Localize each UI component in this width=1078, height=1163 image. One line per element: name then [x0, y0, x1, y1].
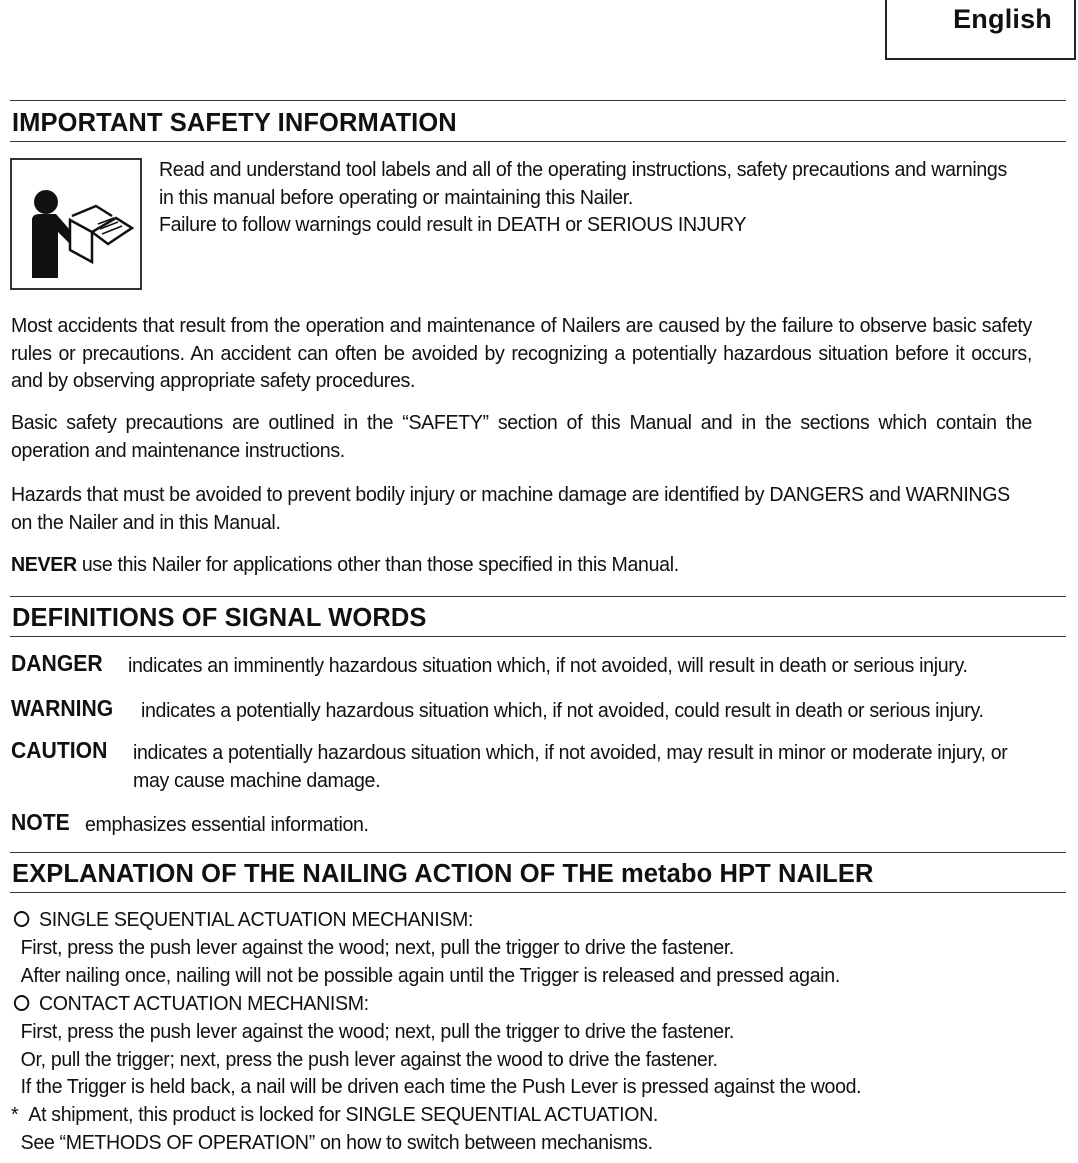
never-text: use this Nailer for applications other than those specified in this Manual. [76, 554, 679, 576]
contact-line: If the Trigger is held back, a nail will be driven each time the Push Lever is pressed against the wood. [20, 1076, 862, 1099]
never-keyword: NEVER [11, 554, 77, 576]
section-rule-top [10, 852, 1066, 853]
definitions-section-title: DEFINITIONS OF SIGNAL WORDS [12, 604, 427, 632]
contact-heading-line [11, 991, 1034, 1019]
definition-text: indicates an imminently hazardous situation which, if not avoided, will result in death or serious injury. [128, 655, 968, 677]
definition-term: DANGER [11, 650, 103, 676]
safety-section-title: IMPORTANT SAFETY INFORMATION [12, 109, 457, 137]
safety-paragraph: Hazards that must be avoided to prevent bodily injury or machine damage are identified by DANGERS and WARNINGS on the Nailer and in this Manual. [11, 484, 1010, 534]
nailing-mechanisms [11, 907, 1034, 1158]
contact-heading: CONTACT ACTUATION MECHANISM: [38, 992, 369, 1015]
section-rule-top [10, 596, 1066, 597]
section-rule-bottom [10, 636, 1066, 637]
intro-line: Read and understand tool labels and all of the operating instructions, safety precautions and warnings [159, 159, 1007, 181]
definition-text: indicates a potentially hazardous situation which, if not avoided, may result in minor or moderate injury, or [133, 742, 1008, 764]
single-line: First, press the push lever against the wood; next, pull the trigger to drive the fastener. [20, 936, 735, 959]
definition-text: emphasizes essential information. [85, 814, 369, 836]
intro-line: Failure to follow warnings could result in DEATH or SERIOUS INJURY [159, 214, 747, 236]
circle-bullet-icon [14, 911, 29, 927]
section-rule-bottom [10, 892, 1066, 893]
single-heading-line [11, 907, 1034, 935]
circle-bullet-icon [14, 995, 29, 1011]
intro-line: in this manual before operating or maintaining this Nailer. [159, 186, 633, 209]
safety-paragraph: Basic safety precautions are outlined in the “SAFETY” section of this Manual and in the sections which contain the operation and maintenance instructions. [11, 412, 1032, 462]
contact-line: Or, pull the trigger; next, press the push lever against the wood to drive the fastener. [20, 1048, 718, 1071]
contact-line: First, press the push lever against the wood; next, pull the trigger to drive the fastener. [20, 1020, 735, 1043]
section-rule-bottom [10, 141, 1066, 142]
single-line: After nailing once, nailing will not be possible again until the Trigger is released and pressed again. [20, 964, 840, 987]
definition-text-continued: may cause machine damage. [133, 770, 381, 792]
single-heading: SINGLE SEQUENTIAL ACTUATION MECHANISM: [38, 909, 474, 931]
safety-intro [159, 157, 1047, 240]
nailing-section-title: EXPLANATION OF THE NAILING ACTION OF THE metabo HPT NAILER [12, 860, 874, 888]
shipment-note: At shipment, this product is locked for SINGLE SEQUENTIAL ACTUATION. [28, 1104, 659, 1127]
never-statement [11, 552, 1032, 580]
definition-term: NOTE [11, 809, 70, 835]
note-asterisk: * [11, 1104, 19, 1127]
definition-term: CAUTION [11, 737, 108, 763]
shipment-note-ref: See “METHODS OF OPERATION” on how to switch between mechanisms. [20, 1132, 653, 1155]
language-tab [885, 0, 1076, 60]
definition-term: WARNING [11, 695, 114, 721]
definition-text: indicates a potentially hazardous situation which, if not avoided, could result in death or serious injury. [141, 700, 984, 722]
shipment-note-line [11, 1102, 1034, 1130]
section-rule-top [10, 100, 1066, 101]
language-label: English [953, 4, 1052, 34]
safety-paragraph: Most accidents that result from the operation and maintenance of Nailers are caused by the failure to observe basic safety rules or precautions. An accident can often be avoided by recognizing a potentially hazardous situation before it occurs, and by observing appropriate safety procedures. [11, 315, 1032, 392]
read-manual-icon [10, 158, 142, 290]
